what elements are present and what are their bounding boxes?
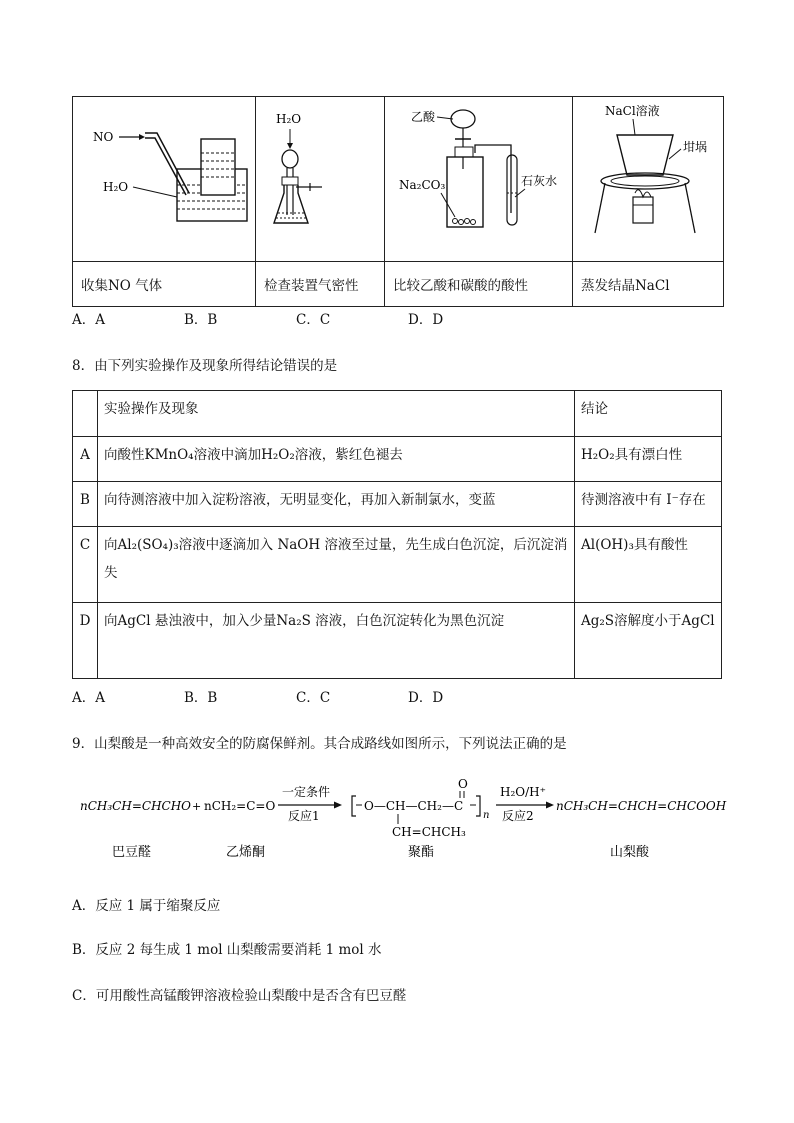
reaction2-label: 反应2 [502,809,534,823]
q8-table [72,390,722,679]
table-row [73,603,722,679]
caption-a: 收集NO 气体 [73,262,256,307]
row-conclusion: 待测溶液中有 I⁻存在 [575,482,722,527]
ketene-name: 乙烯酮 [226,845,266,860]
water-label: H₂O [276,112,302,126]
q9-option-a[interactable]: A．反应 1 属于缩聚反应 [72,898,221,914]
polyester-backbone: O—CH—CH₂—C [364,799,464,813]
plus-sign: + [192,800,202,813]
q8-header-op: 实验操作及现象 [98,391,575,437]
row-label: A [73,437,98,482]
q7-choice-b[interactable]: B．B [184,312,218,328]
polyester-branch: CH=CHCH₃ [392,825,466,839]
q8-header-row [73,391,722,437]
q8-question: 8．由下列实验操作及现象所得结论错误的是 [72,358,338,374]
sorbic-acid-name: 山梨酸 [610,845,650,860]
caption-d: 蒸发结晶NaCl [573,262,724,307]
airtightness-diagram [256,97,384,257]
apparatus-cell-d [573,97,724,262]
table-row [73,527,722,603]
acetic-acid-label: 乙酸 [411,110,436,124]
water-label: H₂O [103,180,129,194]
q9-question: 9．山梨酸是一种高效安全的防腐保鲜剂。其合成路线如图所示，下列说法正确的是 [72,736,567,752]
apparatus-cell-a [73,97,256,262]
reaction2-condition: H₂O/H⁺ [500,785,546,799]
row-label: D [73,603,98,679]
degree-n: n [483,810,490,821]
q8-header-res: 结论 [575,391,722,437]
q8-choice-b[interactable]: B．B [184,690,218,706]
caption-b: 检查装置气密性 [256,262,385,307]
polyester-name: 聚酯 [408,845,435,860]
ketene-formula: nCH₂=C=O [204,799,276,813]
evaporation-diagram [573,97,723,257]
q7-choices [72,308,520,328]
carbonyl-oxygen: O [458,777,468,791]
q7-choice-a[interactable]: A．A [72,312,105,328]
q7-choice-d[interactable]: D．D [408,312,444,328]
q9-option-c[interactable]: C．可用酸性高锰酸钾溶液检验山梨酸中是否含有巴豆醛 [72,988,407,1004]
row-conclusion: Ag₂S溶解度小于AgCl [575,603,722,679]
sorbic-acid-formula: nCH₃CH=CHCH=CHCOOH [556,799,727,813]
table-row [73,482,722,527]
row-label: C [73,527,98,603]
row-label: B [73,482,98,527]
q8-choice-d[interactable]: D．D [408,690,444,706]
reaction1-condition: 一定条件 [282,785,331,799]
q9-option-b[interactable]: B．反应 2 每生成 1 mol 山梨酸需要消耗 1 mol 水 [72,942,382,958]
q8-choice-a[interactable]: A．A [72,690,105,706]
apparatus-table [72,96,724,307]
row-operation: 向Al₂(SO₄)₃溶液中逐滴加入 NaOH 溶液至过量，先生成白色沉淀，后沉淀消失 [98,527,575,603]
nacl-solution-label: NaCl溶液 [605,104,660,118]
no-collection-diagram [73,97,255,257]
row-conclusion: Al(OH)₃具有酸性 [575,527,722,603]
crotonaldehyde-formula: nCH₃CH=CHCHO [80,799,192,813]
crotonaldehyde-name: 巴豆醛 [112,845,152,860]
row-operation: 向酸性KMnO₄溶液中滴加H₂O₂溶液，紫红色褪去 [98,437,575,482]
reaction1-label: 反应1 [288,809,320,823]
q8-choice-c[interactable]: C．C [296,690,331,706]
limewater-label: 石灰水 [521,174,558,188]
row-operation: 向AgCl 悬浊液中，加入少量Na₂S 溶液，白色沉淀转化为黑色沉淀 [98,603,575,679]
q7-choice-c[interactable]: C．C [296,312,331,328]
synthesis-scheme [72,774,732,864]
acidity-comparison-diagram [385,97,572,257]
q8-choices [72,686,520,706]
row-conclusion: H₂O₂具有漂白性 [575,437,722,482]
crucible-label: 坩埚 [683,140,708,154]
q8-header-label [73,391,98,437]
table-row [73,437,722,482]
no-label: NO [93,130,114,144]
apparatus-cell-b [256,97,385,262]
apparatus-cell-c [385,97,573,262]
row-operation: 向待测溶液中加入淀粉溶液，无明显变化，再加入新制氯水，变蓝 [98,482,575,527]
caption-c: 比较乙酸和碳酸的酸性 [385,262,573,307]
sodium-carbonate-label: Na₂CO₃ [399,178,446,192]
